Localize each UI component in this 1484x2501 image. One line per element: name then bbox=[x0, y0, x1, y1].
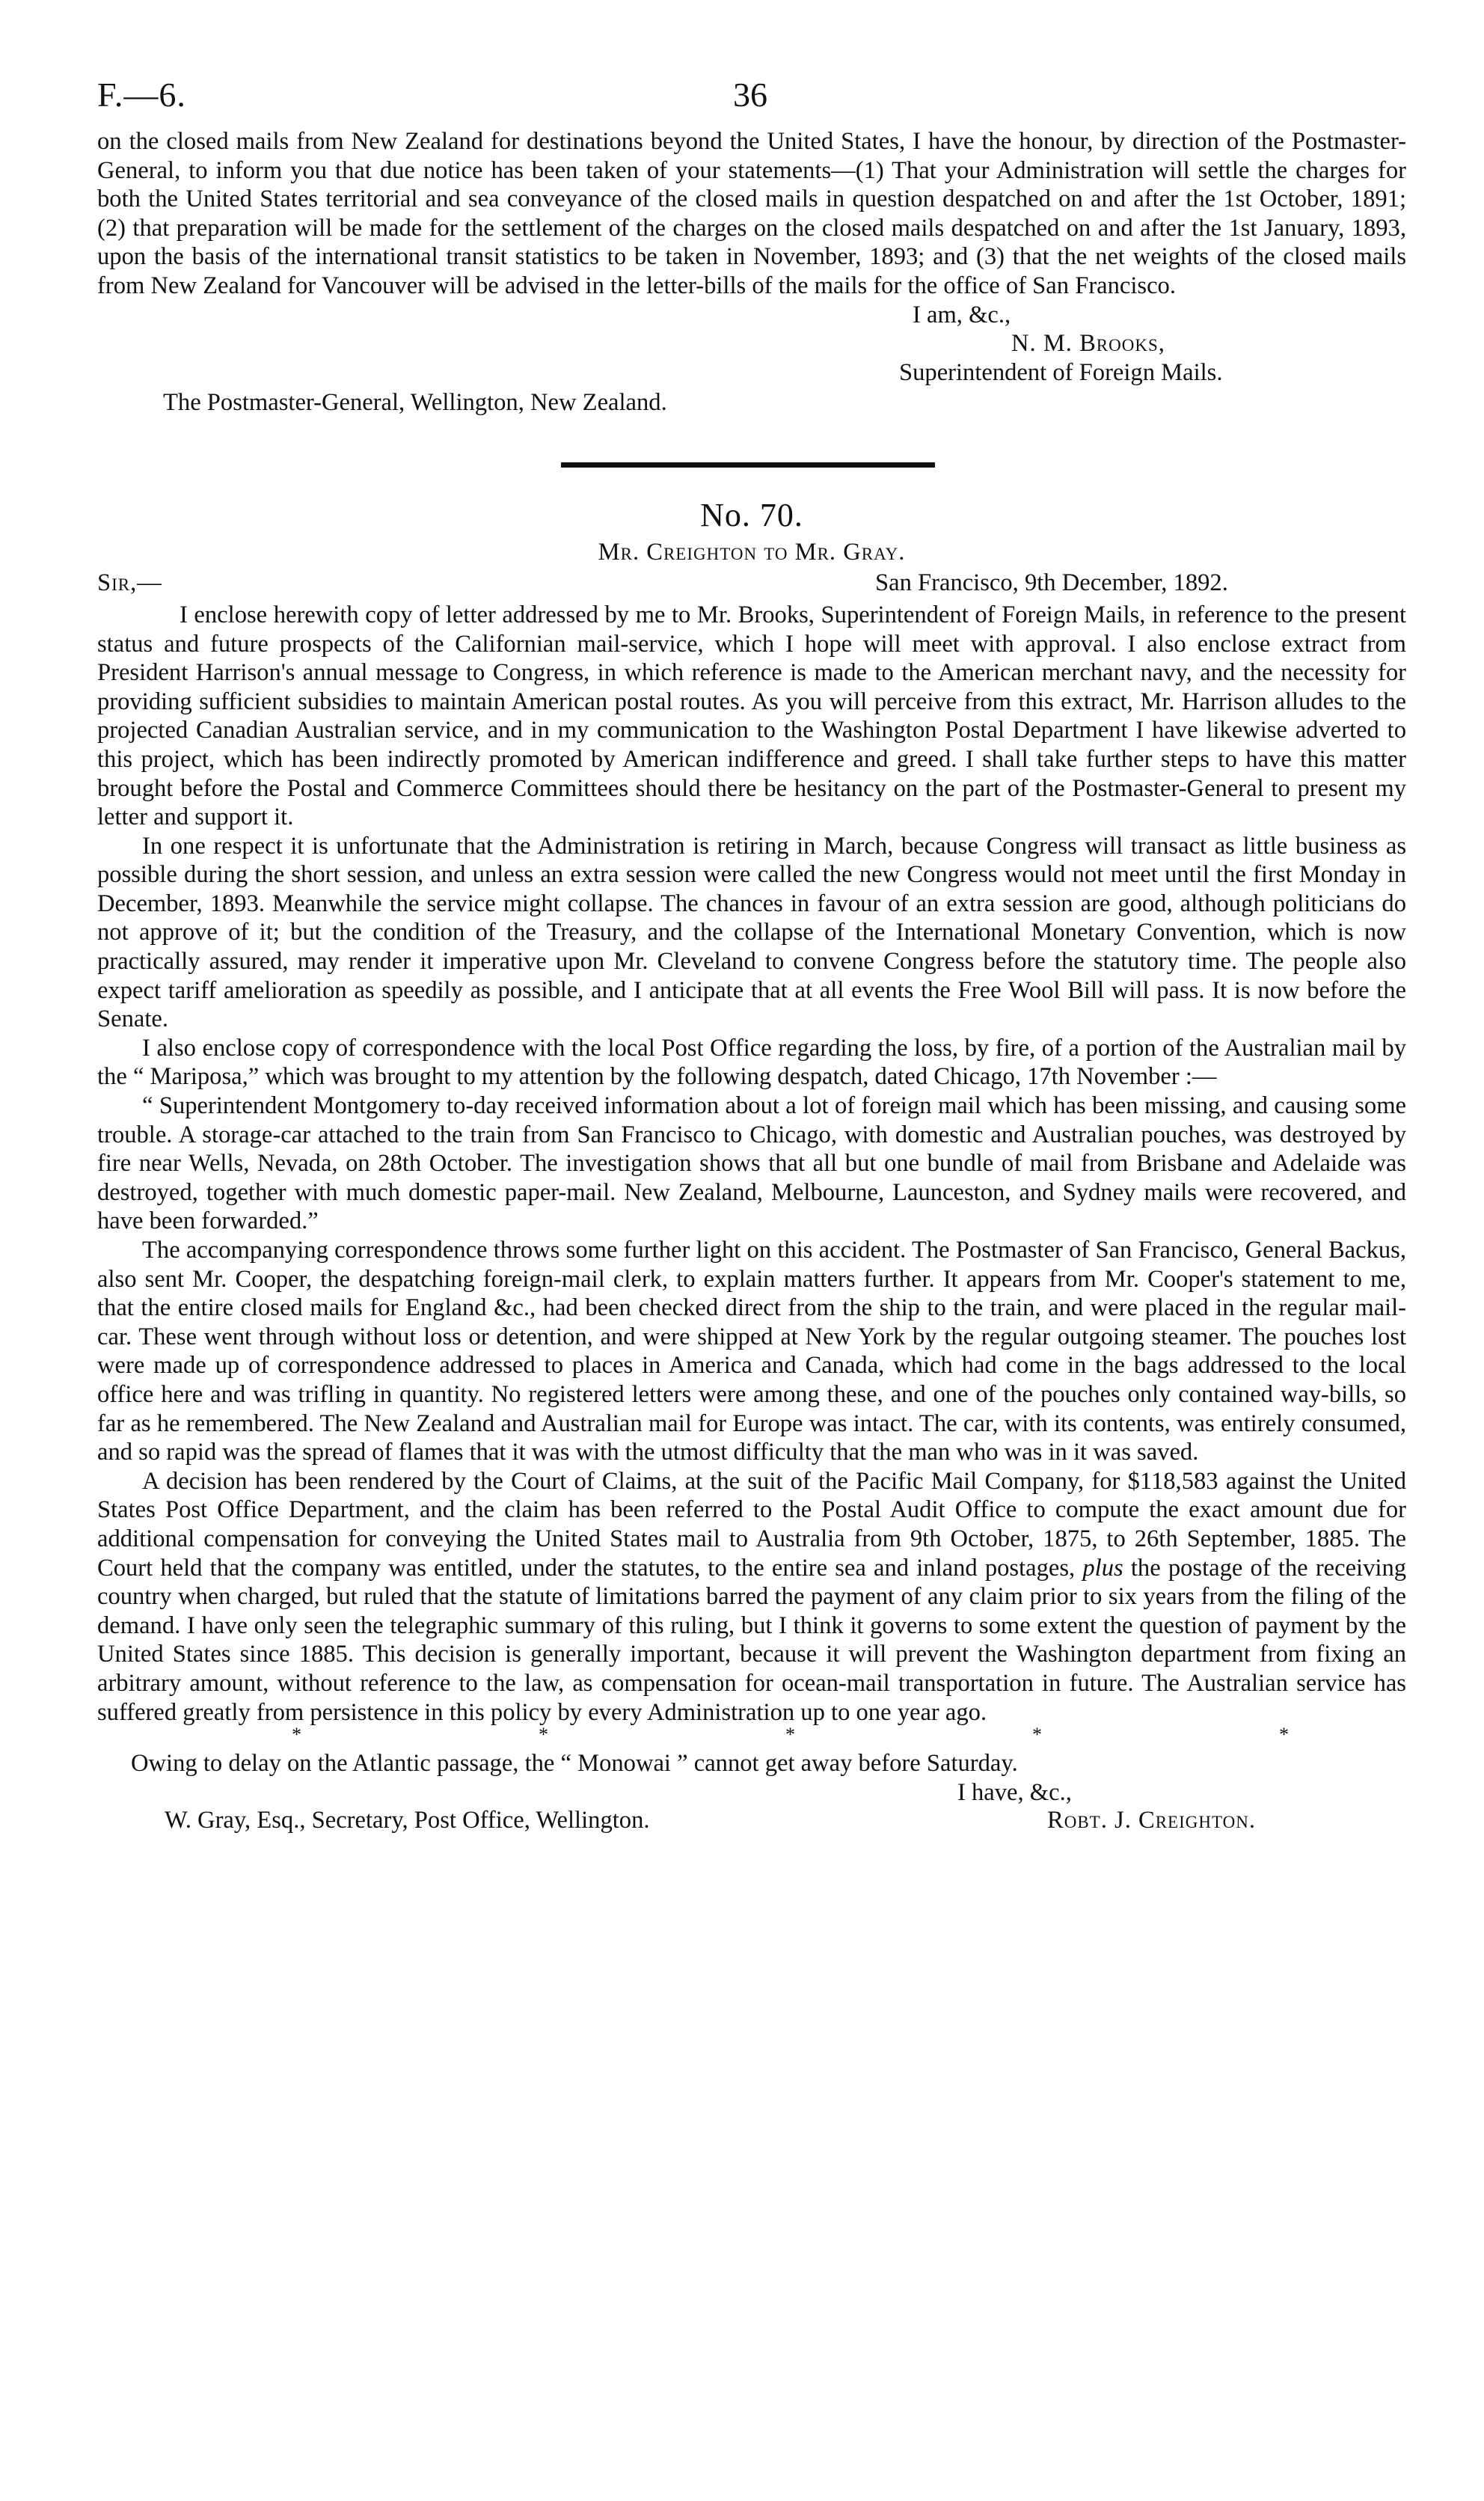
star: * bbox=[1032, 1724, 1042, 1746]
salutation: Sir,— bbox=[97, 569, 162, 596]
paragraph-4-quotation: “ Superintendent Montgomery to-day received information about a lot of foreign mail which has been missing, and causing some trouble. A storage-car attached to the train from San Francisco to Chicago, with domestic and Australian pouches, was destroyed by fire near Wells, Nevada, on 28th October. The investigation shows that all but one bundle of mail from Brisbane and Adelaide was destroyed, together with much domestic paper-mail. New Zealand, Melbourne, Launceston, and Sydney mails were recovered, and have been forwarded.” bbox=[97, 1092, 1406, 1235]
letter-number: No. 70. bbox=[700, 496, 803, 533]
paragraph-6-part-b: the postage of the receiving country when charged, but ruled that the statute of limitations barred the payment of any claim prior to six years from the filing of the demand. I have only seen the telegraphic summary of this ruling, but I think it governs to some extent the question of payment by the United States since 1885. This decision is generally important, because it will prevent the Washington department from fixing an arbitrary amount, without reference to the law, as compensation for ocean-mail transportation in future. The Australian service has suffered greatly from persistence in this policy by every Administration up to one year ago. bbox=[97, 1554, 1407, 1726]
postscript: Owing to delay on the Atlantic passage, the “ Monowai ” cannot get away before Saturday. bbox=[131, 1750, 1018, 1778]
paragraph-6 bbox=[97, 1467, 1406, 1727]
star: * bbox=[292, 1724, 301, 1746]
page-number: 36 bbox=[733, 76, 767, 114]
letter69-addressee: The Postmaster-General, Wellington, New Zealand. bbox=[163, 389, 667, 417]
letter69-closing: I am, &c., bbox=[913, 301, 1011, 328]
document-reference: F.—6. bbox=[97, 76, 186, 114]
star: * bbox=[1279, 1724, 1289, 1746]
page-header bbox=[97, 60, 1406, 127]
letter70-signatory: Robt. J. Creighton. bbox=[1047, 1807, 1256, 1834]
signature-row bbox=[97, 1807, 1406, 1840]
paragraph-6-part-a: A decision has been rendered by the Court of Claims, at the suit of the Pacific Mail Company, for $118,583 against the United States Post Office Department, and the claim has been referred to the Postal Audit Office to compute the exact amount due for additional compensation for conveying the United States mail to Australia from 9th October, 1875, to 26th September, 1885. The Court held that the company was entitled, under the statutes, to the entire sea and inland postages, bbox=[97, 1467, 1406, 1582]
letter69-body: on the closed mails from New Zealand for destinations beyond the United States, I have the honour, by direction of the Postmaster-General, to inform you that due notice has been taken of your statements—(1) That your Administration will settle the charges for both the United States territorial and sea conveyance of the closed mails in question despatched on and after the 1st October, 1891; (2) that preparation will be made for the settlement of the charges on the closed mails despatched on and after the 1st January, 1893, upon the basis of the international transit statistics to be taken in November, 1893; and (3) that the net weights of the closed mails from New Zealand for Vancouver will be advised in the letter-bills of the mails for the office of San Francisco. bbox=[97, 128, 1406, 299]
letter70-addressee: W. Gray, Esq., Secretary, Post Office, Wellington. bbox=[165, 1807, 650, 1834]
paragraph-1: I enclose herewith copy of letter addressed by me to Mr. Brooks, Superintendent of Foreign Mails, in reference to the present status and future prospects of the Californian mail-service, which I hope will meet with approval. I also enclose extract from President Harrison's annual message to Congress, in which reference is made to the American merchant navy, and the necessity for providing sufficient subsidies to maintain American postal routes. As you will perceive from this extract, Mr. Harrison alludes to the projected Canadian Australian service, and in my communication to the Washington Postal Department I have likewise adverted to this project, which has been indirectly promoted by American indifference and greed. I shall take further steps to have this matter brought before the Postal and Commerce Committees should there be hesitancy on the part of the Postmaster-General to present my letter and support it. bbox=[97, 601, 1406, 831]
paragraph-6-italic: plus bbox=[1082, 1554, 1123, 1582]
letter70-closing: I have, &c., bbox=[957, 1778, 1072, 1806]
section-divider bbox=[561, 462, 935, 468]
paragraph-3: I also enclose copy of correspondence with the local Post Office regarding the loss, by fire, of a portion of the Australian mail by the “ Mariposa,” which was brought to my attention by the following despatch, dated Chicago, 17th November :— bbox=[97, 1034, 1406, 1091]
letter69-signatory: N. M. Brooks, bbox=[1011, 330, 1165, 358]
salutation-row bbox=[97, 569, 1406, 601]
dateline: San Francisco, 9th December, 1892. bbox=[875, 569, 1228, 596]
omission-stars bbox=[97, 1724, 1406, 1749]
star: * bbox=[785, 1724, 795, 1746]
paragraph-5: The accompanying correspondence throws some further light on this accident. The Postmaster of San Francisco, General Backus, also sent Mr. Cooper, the despatching foreign-mail clerk, to explain matters further. It appears from Mr. Cooper's statement to me, that the entire closed mails for England &c., had been checked direct from the ship to the train, and were placed in the regular mail-car. These went through without loss or detention, and were shipped at New York by the regular outgoing steamer. The pouches lost were made up of correspondence addressed to places in America and Canada, which had come in the bags addressed to the local office here and was trifling in quantity. No registered letters were among these, and one of the pouches only contained way-bills, so far as he remembered. The New Zealand and Australian mail for Europe was intact. The car, with its contents, was entirely consumed, and so rapid was the spread of flames that it was with the utmost difficulty that the man who was in it was saved. bbox=[97, 1237, 1406, 1466]
document-page bbox=[97, 60, 1406, 1840]
letter69-signatory-title: Superintendent of Foreign Mails. bbox=[899, 358, 1223, 386]
letter-from-to: Mr. Creighton to Mr. Gray. bbox=[598, 538, 906, 566]
paragraph-2: In one respect it is unfortunate that the Administration is retiring in March, because Congress will transact as little business as possible during the short session, and unless an extra session were called the new Congress would not meet until the first Monday in December, 1893. Meanwhile the service might collapse. The chances in favour of an extra session are good, although politicians do not approve of it; but the condition of the Treasury, and the collapse of the International Monetary Convention, which is now practically assured, may render it imperative upon Mr. Cleveland to convene Congress before the statutory time. The people also expect tariff amelioration as speedily as possible, and I anticipate that at all events the Free Wool Bill will pass. It is now before the Senate. bbox=[97, 832, 1406, 1033]
star: * bbox=[539, 1724, 548, 1746]
